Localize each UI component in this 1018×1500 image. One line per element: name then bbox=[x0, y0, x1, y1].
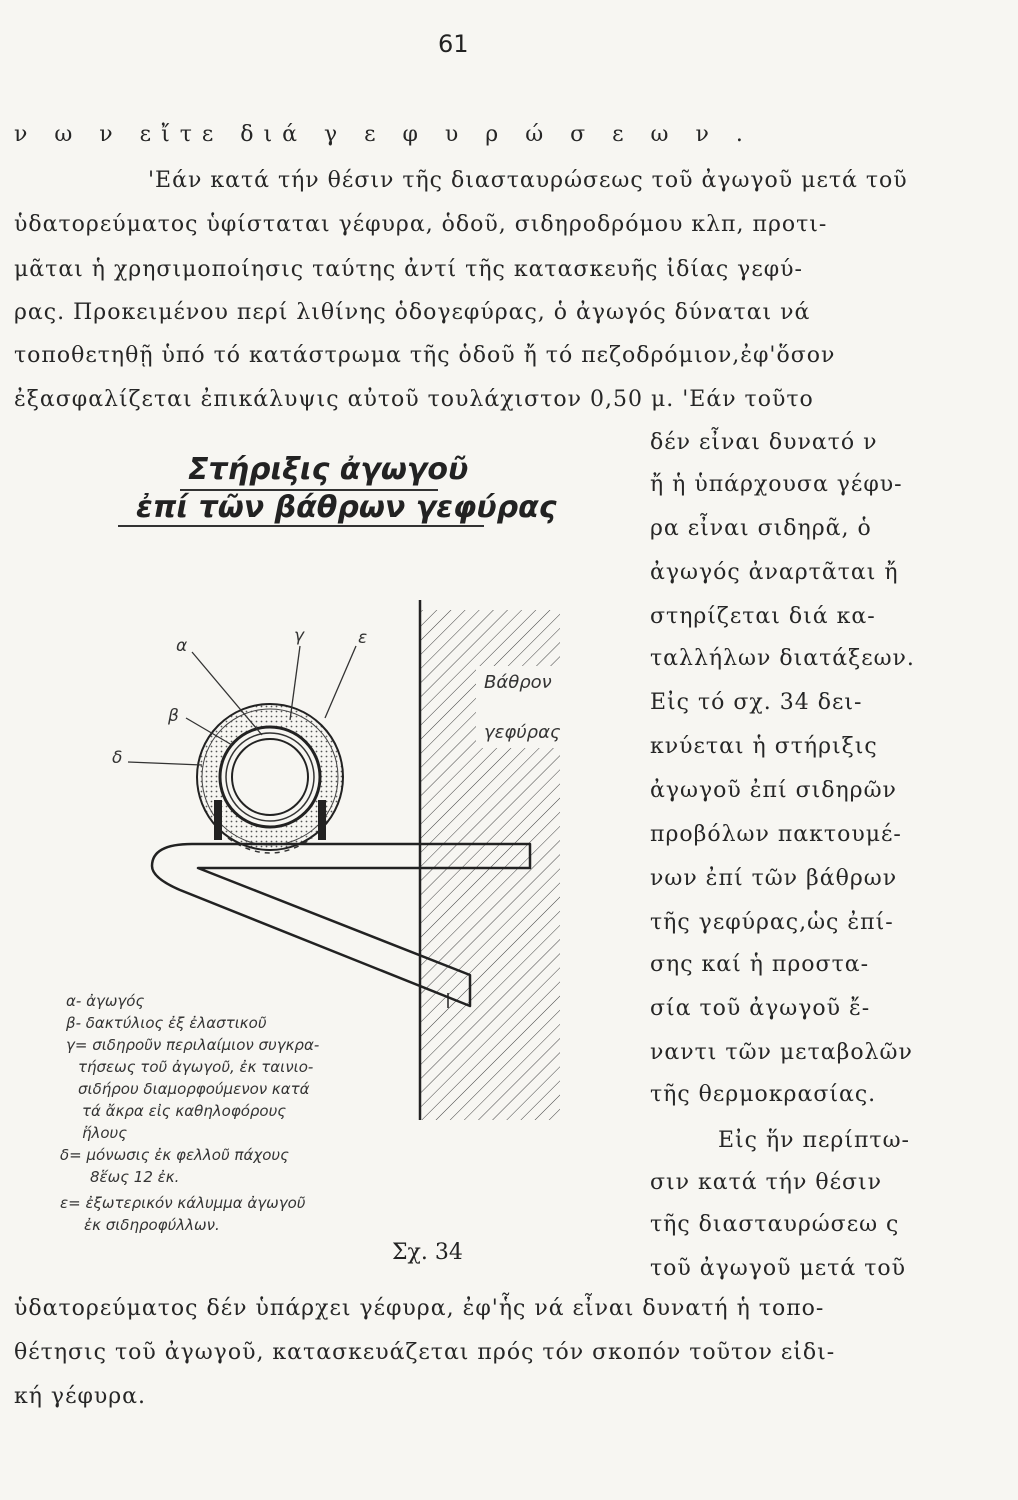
label-gefyras: γεφύρας bbox=[484, 722, 561, 743]
text-line: κή γέφυρα. bbox=[14, 1384, 147, 1409]
text-line: ρας. Προκειμένου περί λιθίνης ὁδογεφύρας, ὁ ἀγωγός δύναται νά bbox=[14, 300, 811, 325]
text-line: Εἰς τό σχ. 34 δει- bbox=[650, 690, 863, 715]
text-line: τῆς γεφύρας,ὡς ἐπί- bbox=[650, 910, 894, 935]
legend-entry: ἐκ σιδηροφύλλων. bbox=[84, 1216, 220, 1234]
label-bathron: Βάθρον bbox=[484, 672, 552, 693]
legend-entry: δ= μόνωσις ἐκ φελλοῦ πάχους bbox=[60, 1146, 289, 1164]
text-line: νων ἐπί τῶν βάθρων bbox=[650, 866, 898, 891]
text-line: ἀγωγοῦ ἐπί σιδηρῶν bbox=[650, 778, 897, 803]
legend-entry: α- ἀγωγός bbox=[66, 992, 145, 1010]
text-line: κνύεται ἡ στήριξις bbox=[650, 734, 878, 759]
text-line: ναντι τῶν μεταβολῶν bbox=[650, 1040, 913, 1065]
legend-entry: τήσεως τοῦ ἀγωγοῦ, ἐκ ταινιο- bbox=[78, 1058, 314, 1076]
text-line: μᾶται ἡ χρησιμοποίησις ταύτης ἀντί τῆς κατασκευῆς ἰδίας γεφύ- bbox=[14, 257, 803, 282]
text-line: σία τοῦ ἀγωγοῦ ἔ- bbox=[650, 996, 871, 1021]
leader-line-d bbox=[128, 762, 202, 765]
pipe bbox=[232, 739, 308, 815]
text-line: τοῦ ἀγωγοῦ μετά τοῦ bbox=[650, 1256, 906, 1281]
text-line: ταλλήλων διατάξεων. bbox=[650, 646, 915, 671]
clamp-bolt bbox=[214, 800, 222, 840]
legend-entry: τά ἄκρα εἰς καθηλοφόρους bbox=[82, 1102, 287, 1120]
legend-entry: 8ἕως 12 ἐκ. bbox=[90, 1168, 180, 1186]
text-line: Εἰς ἥν περίπτω- bbox=[718, 1128, 910, 1153]
leader-line-e bbox=[325, 646, 356, 718]
text-line: ἐξασφαλίζεται ἐπικάλυψις αὐτοῦ τουλάχιστον 0,50 μ. 'Εάν τοῦτο bbox=[14, 387, 814, 412]
clamp-bolt bbox=[318, 800, 326, 840]
text-line: θέτησις τοῦ ἀγωγοῦ, κατασκευάζεται πρός τόν σκοπόν τοῦτον εἰδι- bbox=[14, 1340, 836, 1365]
label-b: β bbox=[168, 706, 179, 726]
text-line: σιν κατά τήν θέσιν bbox=[650, 1170, 883, 1195]
text-line: τῆς θερμοκρασίας. bbox=[650, 1082, 877, 1107]
text-line: προβόλων πακτουμέ- bbox=[650, 822, 902, 847]
text-line: ὑδατορεύματος ὑφίσταται γέφυρα, ὁδοῦ, σιδηροδρόμου κλπ, προτι- bbox=[14, 212, 828, 237]
text-line: ἤ ἡ ὑπάρχουσα γέφυ- bbox=[650, 472, 903, 497]
legend-entry: γ= σιδηροῦν περιλαίμιον συγκρα- bbox=[66, 1036, 320, 1054]
text-line: ἀγωγός ἀναρτᾶται ἤ bbox=[650, 560, 899, 585]
text-line: ὑδατορεύματος δέν ὑπάρχει γέφυρα, ἐφ'ἧς νά εἶναι δυνατή ἡ τοπο- bbox=[14, 1296, 825, 1321]
text-line: ρα εἶναι σιδηρᾶ, ὁ bbox=[650, 516, 872, 541]
legend-entry: σιδήρου διαμορφούμενον κατά bbox=[78, 1080, 310, 1098]
legend-entry: ε= ἐξωτερικόν κάλυμμα ἀγωγοῦ bbox=[60, 1194, 306, 1212]
text-line: τῆς διασταυρώσεω ς bbox=[650, 1212, 900, 1237]
text-line: 'Εάν κατά τήν θέσιν τῆς διασταυρώσεως τοῦ ἀγωγοῦ μετά τοῦ bbox=[148, 168, 908, 193]
figure-title-line2: ἐπί τῶν βάθρων γεφύρας bbox=[136, 490, 557, 525]
text-line: δέν εἶναι δυνατό ν bbox=[650, 430, 878, 455]
text-line: τοποθετηθῇ ὑπό τό κατάστρωμα τῆς ὁδοῦ ἤ τό πεζοδρόμιον,ἐφ'ὅσον bbox=[14, 343, 836, 368]
text-line: σης καί ἡ προστα- bbox=[650, 952, 870, 977]
figure-caption: Σχ. 34 bbox=[392, 1240, 463, 1265]
text-line: ν ω ν εἴτε διά γ ε φ υ ρ ώ σ ε ω ν . bbox=[14, 122, 753, 147]
label-a: α bbox=[176, 636, 188, 656]
label-g: γ bbox=[294, 626, 305, 646]
label-d: δ bbox=[112, 748, 123, 768]
legend-entry: ἥλους bbox=[82, 1124, 128, 1142]
legend-entry: β- δακτύλιος ἐξ ἐλαστικοῦ bbox=[66, 1014, 267, 1032]
page-number: 61 bbox=[438, 30, 469, 58]
text-line: στηρίζεται διά κα- bbox=[650, 604, 876, 629]
figure-title-line1: Στήριξις ἀγωγοῦ bbox=[188, 452, 469, 487]
label-e: ε bbox=[358, 628, 368, 648]
